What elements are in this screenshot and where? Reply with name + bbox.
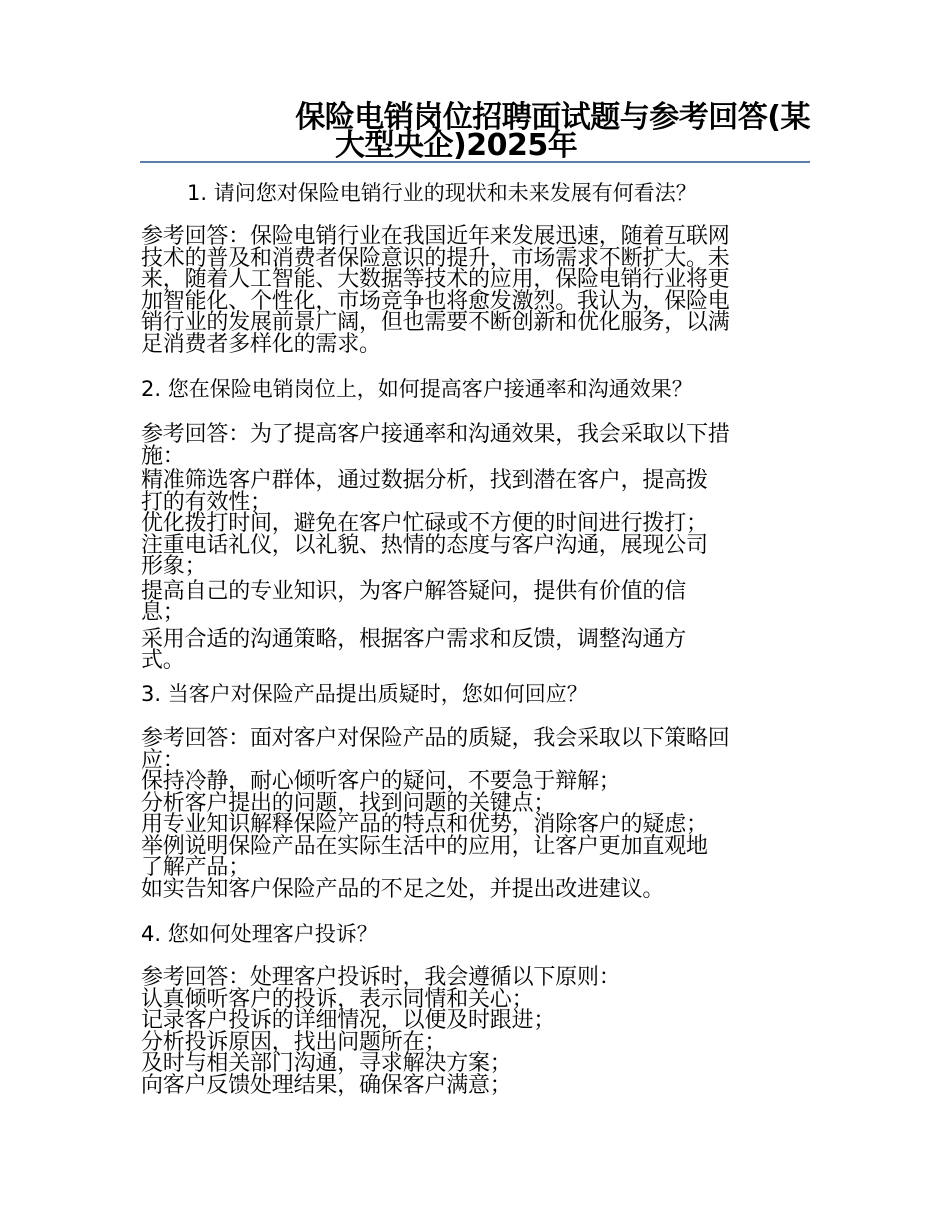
answer-2-line: 形象； xyxy=(141,554,207,579)
answer-2-line: 息； xyxy=(141,600,185,625)
answer-2-line: 参考回答：为了提高客户接通率和沟通效果，我会采取以下措 xyxy=(141,422,730,447)
answer-3-line: 如实告知客户保险产品的不足之处，并提出改进建议。 xyxy=(141,876,665,902)
answer-3 xyxy=(141,728,813,900)
answer-4-line: 认真倾听客户的投诉，表示同情和关心； xyxy=(141,986,534,1012)
answer-2 xyxy=(141,424,813,672)
document-title xyxy=(140,100,810,163)
title-underline xyxy=(140,161,810,163)
question-1: 1. 请问您对保险电销行业的现状和未来发展有何看法？ xyxy=(187,181,697,205)
answer-3-line: 用专业知识解释保险产品的特点和优势，消除客户的疑虑； xyxy=(141,812,708,837)
answer-3-line: 保持冷静，耐心倾听客户的疑问，不要急于辩解； xyxy=(141,769,621,794)
answer-4-line: 记录客户投诉的详细情况，以便及时跟进； xyxy=(141,1008,556,1033)
answer-3-line: 了解产品； xyxy=(141,855,251,880)
answer-2-line: 优化拨打时间，避免在客户忙碌或不方便的时间进行拨打； xyxy=(141,511,708,536)
answer-2-line: 打的有效性； xyxy=(141,489,272,515)
answer-4-line: 及时与相关部门沟通，寻求解决方案； xyxy=(141,1051,512,1076)
answer-2-line: 采用合适的沟通策略，根据客户需求和反馈，调整沟通方 xyxy=(141,626,687,652)
answer-1-line: 参考回答：保险电销行业在我国近年来发展迅速，随着互联网 xyxy=(141,224,730,249)
answer-4-line: 向客户反馈处理结果，确保客户满意； xyxy=(141,1072,512,1098)
answer-1-line: 技术的普及和消费者保险意识的提升，市场需求不断扩大。未 xyxy=(141,245,730,271)
answer-3-line: 分析客户提出的问题，找到问题的关键点； xyxy=(141,790,556,816)
answer-3-line: 举例说明保险产品在实际生活中的应用，让客户更加直观地 xyxy=(141,833,708,859)
answer-1-line: 销行业的发展前景广阔，但也需要不断创新和优化服务，以满 xyxy=(141,310,730,335)
question-3: 3. 当客户对保险产品提出质疑时，您如何回应？ xyxy=(141,682,588,706)
answer-3-line: 应： xyxy=(141,747,185,773)
answer-4-line: 参考回答：处理客户投诉时，我会遵循以下原则： xyxy=(141,965,621,990)
answer-2-line: 精准筛选客户群体，通过数据分析，找到潜在客户，提高拨 xyxy=(141,468,708,493)
answer-1-line: 来，随着人工智能、大数据等技术的应用，保险电销行业将更 xyxy=(141,267,730,292)
answer-2-line: 式。 xyxy=(141,648,185,673)
answer-3-line: 参考回答：面对客户对保险产品的质疑，我会采取以下策略回 xyxy=(141,726,730,751)
answer-1-line: 足消费者多样化的需求。 xyxy=(141,331,381,357)
answer-1 xyxy=(141,226,813,355)
answer-1-line: 加智能化、个性化，市场竞争也将愈发激烈。我认为，保险电 xyxy=(141,288,730,314)
answer-4-line: 分析投诉原因，找出问题所在； xyxy=(141,1029,447,1055)
answer-2-line: 施： xyxy=(141,443,185,469)
question-4: 4. 您如何处理客户投诉？ xyxy=(141,922,378,946)
answer-4 xyxy=(141,967,813,1096)
question-2: 2. 您在保险电销岗位上，如何提高客户接通率和沟通效果？ xyxy=(141,377,693,401)
title-line-2: 大型央企)2025年 xyxy=(335,128,578,163)
answer-2-line: 注重电话礼仪，以礼貌、热情的态度与客户沟通，展现公司 xyxy=(141,532,708,558)
title-line-1: 保险电销岗位招聘面试题与参考回答(某 xyxy=(295,100,810,135)
answer-2-line: 提高自己的专业知识，为客户解答疑问，提供有价值的信 xyxy=(141,578,687,604)
